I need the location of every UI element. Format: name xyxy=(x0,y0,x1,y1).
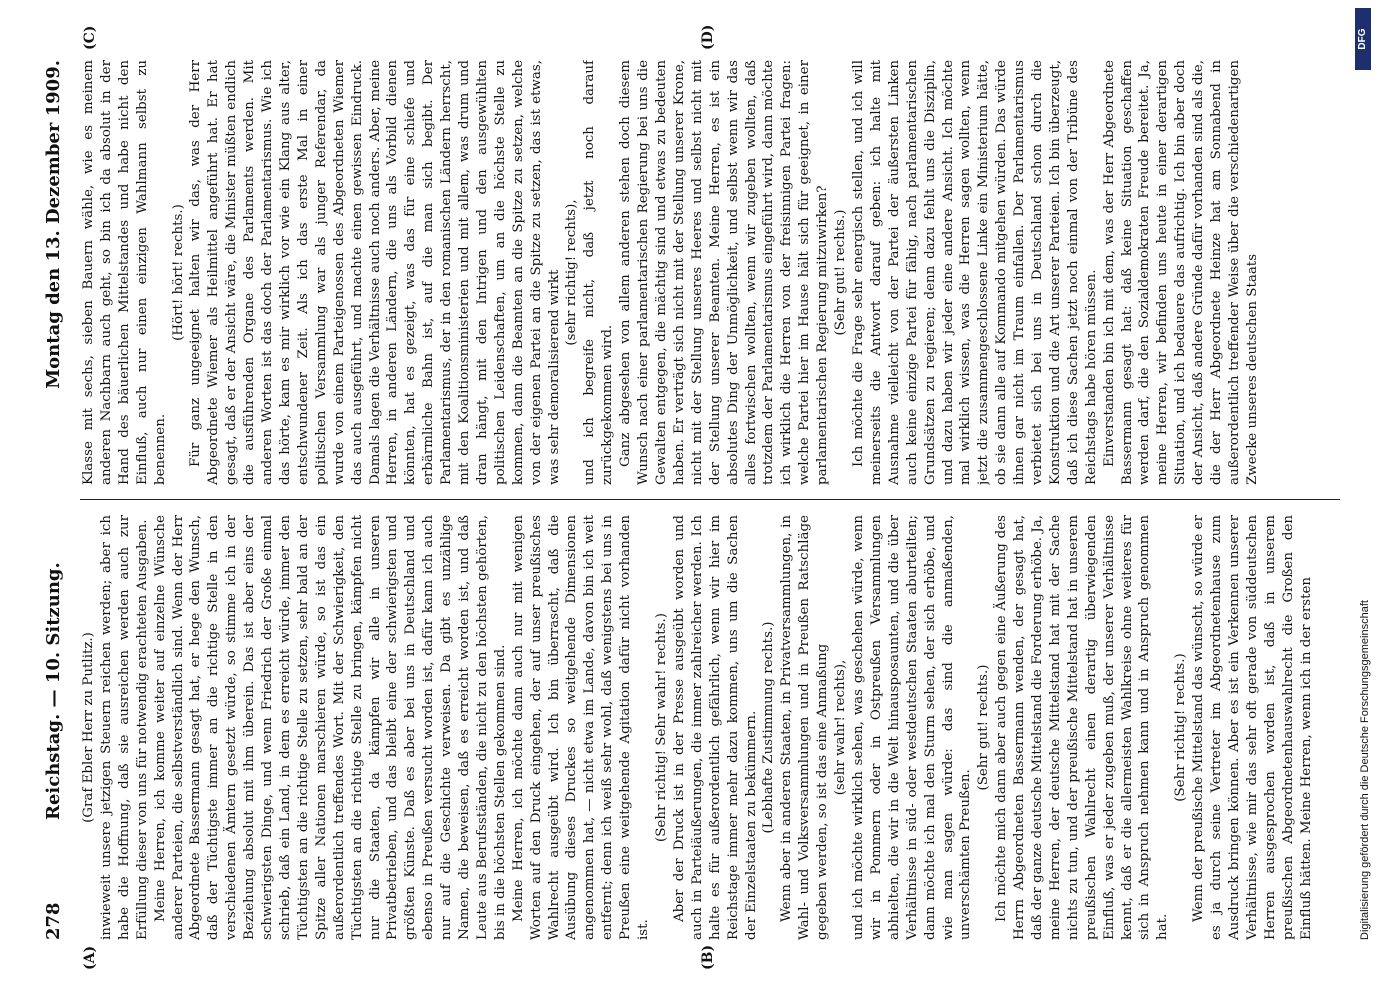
margin-marker-b: (B) xyxy=(700,944,716,970)
interjection: (Hört! hört! rechts.) xyxy=(170,204,186,341)
session-title: Reichstag. — 10. Sitzung. xyxy=(43,562,64,820)
paragraph: Wenn aber in anderen Staaten, in Privatversammlungen, in Wahl- und Volksversammlungen und in Preußen Ratschläge gegeben werden, so ist das eine Anmaßung xyxy=(779,515,831,940)
margin-marker-d: (D) xyxy=(700,24,716,50)
page-header xyxy=(40,60,68,940)
interjection: (Sehr gut! rechts.) xyxy=(833,209,849,336)
text-column-left xyxy=(80,515,1340,940)
paragraph: Meine Herren, ich komme weiter auf einzelne Wünsche anderer Parteien, die selbstverständlich sind. Wenn der Herr Abgeordnete Bassermann gesagt hat, er hege den Wunsch, daß der Tüchtigste immer an die richtige Stelle in den verschiedenen Ämtern gesetzt würde, so stimme ich in der Beziehung absolut mit ihm überein. Das ist aber eins der schwierigsten Dinge, und wenn Friedrich der Große einmal schrieb, daß ein Land, in dem es erreicht würde, immer den Tüchtigsten an die richtige Stelle zu setzen, sehr bald an der Spitze aller Nationen marschieren würde, so ist das ein außerordentlich treffendes Wort. Mit der Schwierigkeit, den Tüchtigsten an die richtige Stelle zu bringen, kämpfen nicht nur die Staaten, da kämpfen wir alle in unseren Privatbetrieben, und das bleibt eine der schwierigsten und größten Künste. Daß es aber bei uns in Deutschland und ebenso in Preußen versucht worden ist, dafür kann ich auch nur auf die Geschichte verweisen. Da gibt es unzählige Namen, die beweisen, daß es erreicht worden ist, und daß Leute aus Berufsständen, die nicht zu den höchsten gehörten, bis in die höchsten Stellen gekommen sind. xyxy=(152,515,508,940)
paragraph: Ich möchte mich dann aber auch gegen eine Äußerung des Herrn Abgeordneten Bassermann wenden, der gesagt hat, daß der ganze deutsche Mittelstand die Forderung erhöbe. Ja, meine Herren, der deutsche Mittelstand hat mit der Sache nichts zu tun, und der preußische Mittelstand hat in unserem preußischen Wahlrecht einen derartig überwiegenden Einfluß, was er jeder zugeben muß, der unserer Verhältnisse kennt, daß er die allermeisten Wahlkreise ohne weiteres für sich in Anspruch nehmen kann und in Anspruch genommen hat. xyxy=(994,515,1171,940)
paragraph: Ganz abgesehen von allem anderen stehen doch diesem Wunsch nach einer parlamentarischen Regierung bei uns die Gewalten entgegen, die mächtig sind und etwas zu bedeuten haben. Er verträgt sich nicht mit der Stellung unserer Krone, nicht mit der Stellung unseres Heeres und selbst nicht mit der Stellung unserer Beamten. Meine Herren, es ist ein absolutes Ding der Unmöglichkeit, und selbst wenn wir das alles fortwischen wollten, wenn wir zugeben wollten, daß trotzdem der Parlamentarismus eingeführt wird, dann möchte ich wirklich die Herren von der freisinnigen Partei fragen: welche Partei hier im Hause hält sich für geeignet, in einer parlamentarischen Regierung mitzuwirken? xyxy=(618,60,831,485)
interjection: (Graf Ebler Herr zu Putlitz.) xyxy=(81,632,96,823)
paragraph: Wenn der preußische Mittelstand das wünscht, so würde er es ja durch seine Vertreter im Abgeordnetenhause zum Ausdruck bringen können. Aber es ist ein Verkennen unserer Verhältnisse, wie mir das sehr oft gerade von süddeutschen Herren ausgesprochen worden ist, daß in unserem preußischen Abgeordnetenhauswahlrecht die Großen den Einfluß hätten. Meine Herren, wenn ich in der ersten xyxy=(1191,515,1314,940)
paragraph: und ich möchte wirklich sehen, was geschehen würde, wenn wir in Pommern oder in Ostpreußen Versammlungen abhielten, die wir in die Welt hinausposaunten, und die über Verhältnisse in süd- oder westdeutschen Staaten aburteilten; dann möchte ich mal den Sturm sehen, der sich erhöbe, und wie man sagen würde: das sind die anmaßenden, unverschämten Preußen. xyxy=(850,515,974,940)
paragraph: Aber der Druck ist in der Presse ausgeübt worden und auch in Parteiäußerungen, die immer zahlreicher werden. Ich halte es für außerordentlich gefährlich, wenn wir hier im Reichstage immer mehr dazu kommen, uns um die Sachen der Einzelstaaten zu bekümmern. xyxy=(671,515,759,940)
interjection: (Sehr richtig! Sehr wahr! rechts.) xyxy=(654,613,669,842)
interjection: (sehr richtig! rechts), xyxy=(564,199,580,346)
paragraph: inwieweit unsere jetzigen Steuern reichen werden; aber ich habe die Hoffnung, daß sie ausreichen werden auch zur Erfüllung dieser von uns für notwendig erachteten Ausgaben. xyxy=(98,515,150,940)
margin-marker-a: (A) xyxy=(82,945,98,970)
interjection: (Sehr richtig! rechts.) xyxy=(1173,653,1189,802)
paragraph: Einverstanden bin ich mit dem, was der Herr Abgeordnete Bassermann gesagt hat: daß keine Situation geschaffen werden darf, die den Sozialdemokraten Freude bereitet. Ja, meine Herren, wir befinden uns heute in einer derartigen Situation, und ich bedauere das aufrichtig. Ich bin aber doch der Ansicht, daß andere Gründe dafür vorhanden sind als die, die der Herr Abgeordnete Heinze hat am Sonnabend in außerordentlich treffender Weise über die verschiedenartigen Zwecke unseres deutschen Staats xyxy=(1101,60,1260,485)
paragraph: Meine Herren, ich möchte dann auch nur mit wenigen Worten auf den Druck eingehen, der auf unser preußisches Wahlrecht ausgeübt wird. Ich bin überrascht, daß die Ausübung dieses Druckes so weitgehende Dimensionen angenommen hat, — nicht etwa im Lande, davon bin ich weit entfernt; denn ich weiß sehr wohl, daß wenigstens bei uns in Preußen eine weitgehende Agitation dafür nicht vorhanden ist. xyxy=(510,515,652,940)
paragraph: Für ganz ungeeignet halten wir das, was der Herr Abgeordnete Wiemer als Heilmittel angeführt hat. Er hat gesagt, daß er der Ansicht wäre, die Minister müßten endlich die ausführenden Organe des Parlaments werden. Mit anderen Worten ist das doch der Parlamentarismus. Wie ich das hörte, kam es mir wirklich vor wie ein Klang aus alter, entschwundener Zeit. Als ich das erste Mal in einer politischen Versammlung war als junger Referendar, da wurde von einem Parteigenossen des Abgeordneten Wiemer das auch ausgeführt, und machte einen gewissen Eindruck. Damals lagen die Verhältnisse auch noch anders. Aber, meine Herren, in anderen Ländern, die uns als Vorbild dienen könnten, hat es gezeigt, was das für eine schiefe und erbärmliche Bahn ist, auf die man sich begibt. Der Parlamentarismus, der in den romanischen Ländern herrscht, mit den Koalitionsministerien und mit allem, was drum und dran hängt, mit den Intrigen und den ausgewühlten politischen Leidenschaften, um an die höchste Stelle zu kommen, dann die Beamten an die Spitze zu setzen, welche von der eigenen Partei an die Spitze zu setzen, das ist etwas, was sehr demoralisierend wirkt xyxy=(188,60,562,485)
column-divider xyxy=(80,499,1340,500)
dfg-logo: DFG xyxy=(1355,8,1371,70)
page-number: 278 xyxy=(43,902,64,940)
paragraph: Klasse mit sechs, sieben Bauern wähle, wie es meinem anderen Nachbarn auch geht, so bin ich da absolut in der Hand des bäuerlichen Mittelstandes und habe nicht den Einfluß, auch nur einen einzigen Wahlmann selbst zu benennen. xyxy=(81,60,168,485)
session-date: Montag den 13. Dezember 1909. xyxy=(43,60,64,389)
interjection: (Sehr gut! rechts.) xyxy=(976,664,992,791)
digitization-note: Digitalisierung gefördert durch die Deutsche Forschungsgemeinschaft xyxy=(1359,600,1371,940)
interjection: (Lebhafte Zustimmung rechts.) xyxy=(761,621,777,834)
interjection: (sehr wahr! rechts), xyxy=(833,659,849,796)
text-column-right xyxy=(80,60,1340,485)
margin-marker-c: (C) xyxy=(82,25,98,50)
paragraph: und ich begreife nicht, daß jetzt noch darauf zurückgekommen wird. xyxy=(582,60,616,485)
paragraph: Ich möchte die Frage sehr energisch stellen, und ich will meinerseits die Antwort darauf geben: ich halte mit Ausnahme vielleicht von der Partei der äußersten Linken auch keine einzige Partei für fähig, nach parlamentarischen Grundsätzen zu regieren; denn dazu fehlt uns die Disziplin, und dazu haben wir jeder eine andere Ansicht. Ich möchte mal wirklich wissen, was die Herren sagen wollten, wenn jetzt die zusammengeschlossene Linke ein Ministerium hätte, ob sie dann alle auf Kommando mitgehen würden. Das würde ihnen gar nicht im Traum einfallen. Der Parlamentarismus verbietet sich bei uns in Deutschland schon durch die Konstruktion und die Art unserer Parteien. Ich bin überzeugt, daß ich diese Sachen jetzt noch einmal von der Tribüne des Reichstags habe hören müssen. xyxy=(850,60,1099,485)
